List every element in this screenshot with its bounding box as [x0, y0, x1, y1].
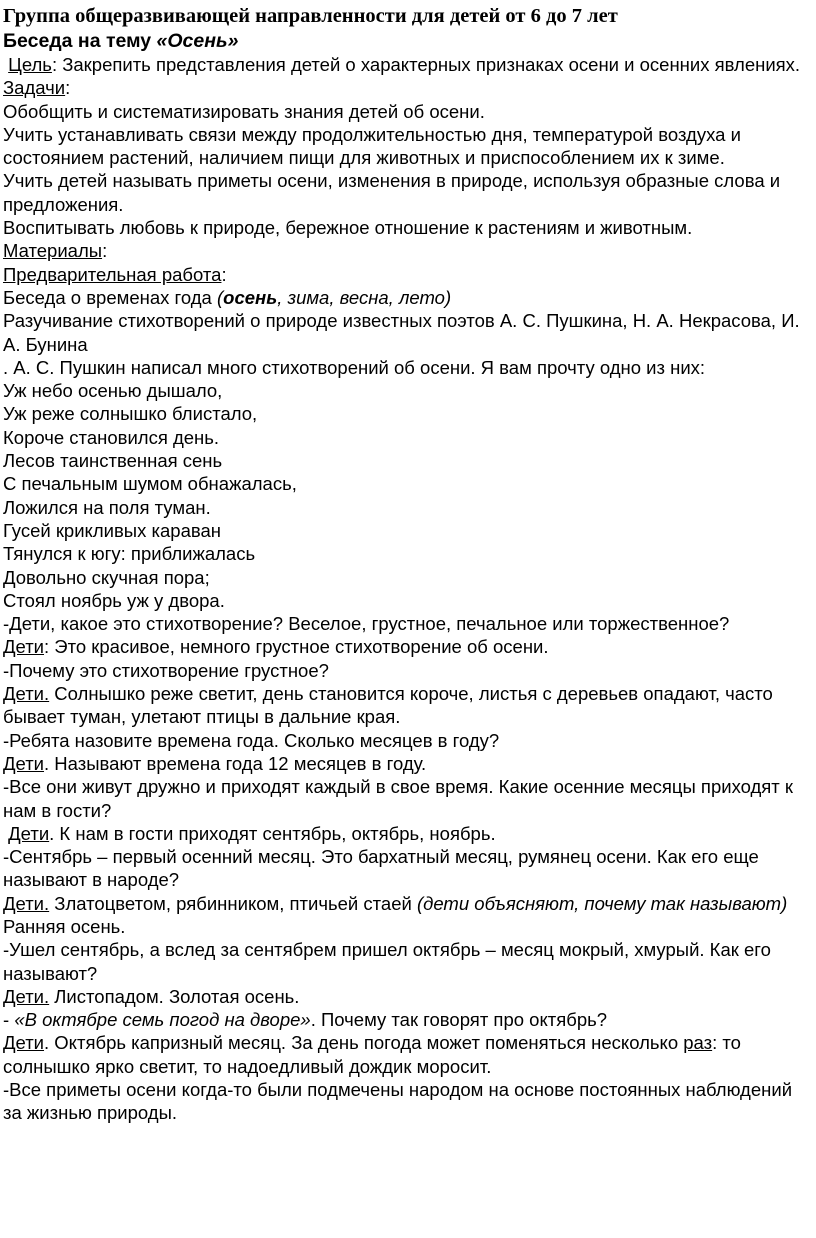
- teacher-question: [3, 1008, 806, 1031]
- poem-line: Довольно скучная пора;: [3, 566, 210, 588]
- goal-label: Цель: [8, 54, 52, 75]
- goal-paragraph: [3, 53, 806, 76]
- teacher-question: -Сентябрь – первый осенний месяц. Это бархатный месяц, румянец осени. Как его еще называют в народе?: [3, 846, 759, 891]
- answer-text: . Октябрь капризный месяц. За день погода может поменяться несколько: [44, 1032, 684, 1054]
- poem-line: Ложился на поля туман.: [3, 496, 211, 518]
- answer-tail: : то солнышко ярко светит, то надоедливый дождик моросит.: [3, 1032, 741, 1077]
- answer-text: . К нам в гости приходят сентябрь, октябрь, ноябрь.: [49, 822, 496, 844]
- teacher-question: -Все приметы осени когда-то были подмечены народом на основе постоянных наблюдений за жизнью природы.: [3, 1079, 793, 1124]
- prep-heading: Предварительная работа:: [3, 263, 227, 285]
- title-prefix: Беседа на тему: [3, 30, 157, 52]
- tasks-heading: Задачи:: [3, 77, 71, 99]
- children-answer: [3, 892, 806, 939]
- children-answer: [3, 682, 806, 729]
- poem-line: Гусей крикливых караван: [3, 519, 221, 541]
- prep-talk: [3, 286, 806, 309]
- group-heading: Группа общеразвивающей направленности для детей от 6 до 7 лет: [3, 5, 618, 27]
- prep-talk-text: Беседа о временах года: [3, 286, 217, 308]
- children-label: Дети: [3, 636, 45, 658]
- answer-text: : Это красивое, немного грустное стихотворение об осени.: [44, 636, 549, 658]
- prep-poems: Разучивание стихотворений о природе известных поэтов А. С. Пушкина, Н. А. Некрасова, И. А. Бунина: [3, 310, 800, 355]
- tasks-label: Задачи: [3, 77, 66, 99]
- title-topic: «Осень»: [156, 30, 239, 52]
- children-label: Дети.: [3, 892, 50, 914]
- answer-tail: Ранняя осень.: [3, 915, 126, 937]
- poem-line: С печальным шумом обнажалась,: [3, 473, 297, 495]
- answer-italic-note: (дети объясняют, почему так называют): [416, 892, 788, 914]
- poem-line: Лесов таинственная сень: [3, 450, 223, 472]
- lesson-title: [3, 29, 806, 53]
- teacher-question: -Ушел сентябрь, а вслед за сентябрем пришел октябрь – месяц мокрый, хмурый. Как его называют?: [3, 939, 771, 984]
- children-answer: [3, 635, 806, 658]
- children-answer: [3, 985, 806, 1008]
- prep-label: Предварительная работа: [3, 263, 222, 285]
- children-answer: [3, 1031, 806, 1078]
- proverb-quote: «В октябре семь погод на дворе»: [14, 1009, 311, 1031]
- answer-text: Златоцветом, рябинником, птичьей стаей: [49, 892, 417, 914]
- children-label: Дети.: [3, 683, 50, 705]
- materials-heading: Материалы:: [3, 240, 108, 262]
- prep-intro: . А. С. Пушкин написал много стихотворений об осени. Я вам прочту одно из них:: [3, 356, 706, 378]
- teacher-question: -Почему это стихотворение грустное?: [3, 659, 329, 681]
- poem-line: Стоял ноябрь уж у двора.: [3, 589, 225, 611]
- question-prefix: -: [3, 1009, 15, 1031]
- prep-season-bold: осень: [223, 286, 278, 308]
- children-answer: [3, 822, 806, 845]
- teacher-question: -Дети, какое это стихотворение? Веселое, грустное, печальное или торжественное?: [3, 613, 730, 635]
- poem-line: Короче становился день.: [3, 426, 220, 448]
- children-label: Дети: [3, 1032, 45, 1054]
- goal-text: : Закрепить представления детей о характерных признаках осени и осенних явлениях.: [51, 54, 801, 75]
- task-item: Учить устанавливать связи между продолжительностью дня, температурой воздуха и состоянием растений, наличием пищи для животных и приспособлением их к зиме.: [3, 123, 741, 169]
- task-item: Обобщить и систематизировать знания детей об осени.: [3, 100, 485, 122]
- prep-paren-open: (: [216, 286, 224, 308]
- children-label: Дети: [3, 752, 45, 774]
- poem-line: Тянулся к югу: приближалась: [3, 543, 256, 565]
- prep-seasons-rest: , зима, весна, лето): [277, 286, 452, 308]
- answer-text: . Называют времена года 12 месяцев в году.: [44, 752, 427, 774]
- poem-line: Уж реже солнышко блистало,: [3, 403, 258, 425]
- teacher-question: -Все они живут дружно и приходят каждый в свое время. Какие осенние месяцы приходят к нам в гости?: [3, 776, 794, 821]
- answer-underlined-word: раз: [683, 1032, 713, 1054]
- children-label: Дети: [8, 822, 50, 844]
- task-item: Учить детей называть приметы осени, изменения в природе, используя образные слова и предложения.: [3, 170, 781, 215]
- poem-line: Уж небо осенью дышало,: [3, 380, 223, 402]
- children-label: Дети.: [3, 985, 50, 1007]
- materials-label: Материалы: [3, 240, 103, 262]
- children-answer: [3, 752, 806, 775]
- answer-text: Солнышко реже светит, день становится короче, листья с деревьев опадают, часто бывает туман, улетают птицы в дальние края.: [3, 683, 773, 728]
- answer-text: Листопадом. Золотая осень.: [49, 985, 300, 1007]
- question-tail: . Почему так говорят про октябрь?: [310, 1009, 608, 1031]
- teacher-question: -Ребята назовите времена года. Сколько месяцев в году?: [3, 729, 500, 751]
- task-item: Воспитывать любовь к природе, бережное отношение к растениям и животным.: [3, 217, 693, 239]
